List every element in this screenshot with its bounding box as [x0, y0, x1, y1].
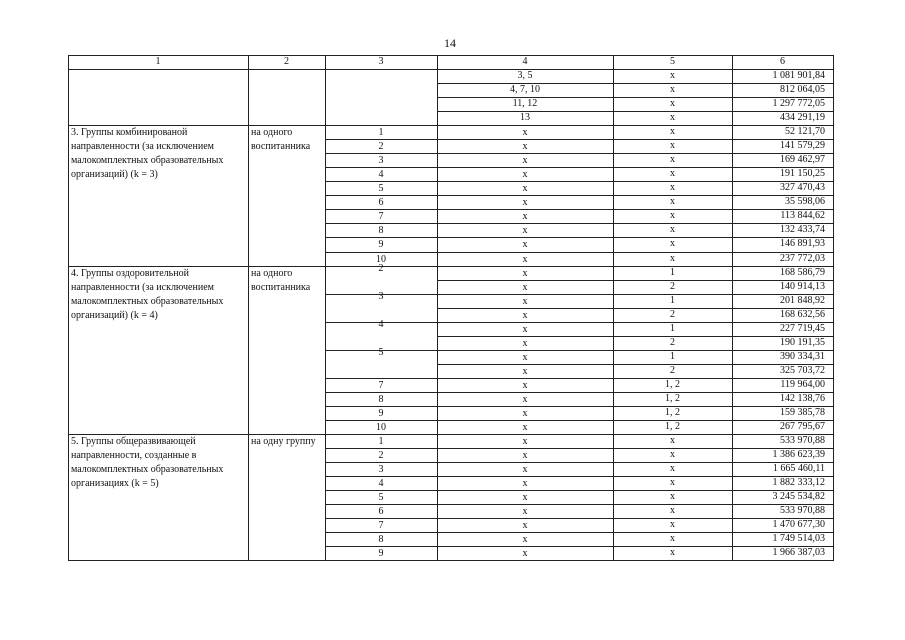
table-cell-col6: 1 882 333,12	[772, 477, 825, 489]
group-name: 4. Группы оздоровительной направленности (за исключением малокомплектных образовательных организаций) (k = 4)	[71, 267, 224, 321]
table-cell-col6: 142 138,76	[780, 392, 825, 404]
table-cell-col6: 237 772,03	[780, 252, 825, 264]
table-cell-col6: 191 150,25	[780, 168, 825, 180]
table-cell-col3: 5	[378, 183, 384, 195]
table-cell-col4: x	[522, 267, 528, 279]
table-cell-col6: 132 433,74	[780, 224, 825, 236]
table-cell-col4: x	[522, 169, 528, 181]
table-cell-col6: 35 598,06	[785, 196, 825, 208]
table-cell-col5: x	[670, 154, 675, 166]
table-cell-col4: x	[522, 197, 528, 209]
table-cell-col4: 4, 7, 10	[510, 84, 540, 96]
table-rule	[833, 55, 834, 561]
table-cell-col3: 6	[378, 197, 384, 209]
table-cell-col4: x	[522, 309, 528, 321]
table-cell-col4: x	[522, 548, 528, 560]
table-cell-col6: 52 121,70	[785, 126, 825, 138]
table-cell-col4: x	[522, 239, 528, 251]
table-cell-col6: 434 291,19	[780, 112, 825, 124]
table-cell-col3: 7	[378, 211, 384, 223]
table-cell-col6: 327 470,43	[780, 182, 825, 194]
table-cell-col6: 325 703,72	[780, 364, 825, 376]
group-name: 5. Группы общеразвивающей направленности, созданные в малокомплектных образовательных организациях (k = 5)	[71, 436, 224, 490]
table-cell-col5: 1	[670, 294, 675, 306]
table-cell-col4: x	[522, 183, 528, 195]
table-cell-col3: 8	[378, 225, 384, 237]
table-rule	[68, 55, 69, 561]
table-cell-col3: 2	[378, 262, 384, 274]
table-cell-col3: 4	[378, 169, 384, 181]
table-cell-col5: 2	[670, 280, 675, 292]
table-cell-col5: 2	[670, 308, 675, 320]
table-cell-col6: 140 914,13	[780, 280, 825, 292]
table-cell-col4: 3, 5	[517, 70, 533, 81]
table-cell-col4: 13	[520, 112, 530, 124]
group-unit: на одного воспитанника	[251, 267, 311, 293]
table-cell-col6: 227 719,45	[780, 322, 825, 334]
table-cell-col4: x	[522, 141, 528, 153]
column-header-3: 3	[378, 56, 384, 67]
table-cell-col3: 2	[378, 450, 384, 462]
table-cell-col3: 6	[378, 506, 384, 518]
table-cell-col4: x	[522, 464, 528, 476]
table-cell-col5: 2	[670, 364, 675, 376]
table-cell-col5: x	[670, 449, 675, 461]
table-cell-col4: x	[522, 155, 528, 167]
table-cell-col5: x	[670, 547, 675, 559]
table-cell-col6: 159 385,78	[780, 406, 825, 418]
column-header-4: 4	[522, 56, 528, 67]
table-cell-col5: x	[670, 463, 675, 475]
table-cell-col5: x	[670, 182, 675, 194]
column-header-5: 5	[670, 56, 675, 67]
table-cell-col6: 201 848,92	[780, 294, 825, 306]
table-cell-col6: 267 795,67	[780, 421, 825, 432]
page-number: 14	[444, 36, 456, 50]
table-rule	[68, 560, 833, 561]
table-cell-col4: x	[522, 492, 528, 504]
table-cell-col3: 4	[378, 478, 384, 490]
table-cell-col6: 190 191,35	[780, 336, 825, 348]
table-cell-col6: 113 844,62	[780, 210, 825, 222]
table-cell-col3: 8	[378, 534, 384, 546]
table-cell-col4: 11, 12	[512, 98, 538, 110]
table-cell-col5: 2	[670, 336, 675, 348]
table-cell-col4: x	[522, 450, 528, 462]
table-cell-col5: x	[670, 84, 675, 96]
table-cell-col6: 1 470 677,30	[772, 519, 825, 531]
table-cell-col6: 1 386 623,39	[772, 449, 825, 461]
table-cell-col4: x	[522, 337, 528, 349]
table-cell-col3: 5	[378, 492, 384, 504]
group-unit: на одну группу	[251, 436, 316, 448]
table-cell-col6: 533 970,88	[780, 505, 825, 517]
table-cell-col5: x	[670, 505, 675, 517]
table-cell-col5: 1, 2	[665, 378, 680, 390]
table-cell-col5: x	[670, 238, 675, 250]
table-cell-col4: x	[522, 478, 528, 490]
table-cell-col5: x	[670, 70, 675, 81]
table-cell-col6: 3 245 534,82	[772, 491, 825, 503]
table-cell-col3: 10	[376, 253, 386, 265]
table-cell-col4: x	[522, 506, 528, 518]
table-cell-col6: 390 334,31	[780, 350, 825, 362]
table-cell-col4: x	[522, 520, 528, 532]
table-cell-col6: 168 632,56	[780, 308, 825, 320]
table-cell-col6: 1 081 901,84	[772, 70, 825, 81]
table-cell-col3: 9	[378, 407, 384, 419]
table-cell-col5: 1, 2	[665, 392, 680, 404]
table-cell-col5: 1	[670, 350, 675, 362]
table-cell-col4: x	[522, 323, 528, 335]
table-cell-col4: x	[522, 253, 528, 265]
table-cell-col3: 7	[378, 520, 384, 532]
table-cell-col6: 1 297 772,05	[772, 98, 825, 110]
group-unit: на одного воспитанника	[251, 127, 311, 153]
table-cell-col5: 1	[670, 322, 675, 334]
table-cell-col6: 119 964,00	[780, 378, 825, 390]
table-cell-col4: x	[522, 127, 528, 139]
table-cell-col4: x	[522, 407, 528, 419]
table-cell-col5: x	[670, 168, 675, 180]
table-cell-col3: 4	[378, 318, 384, 330]
table-rule	[248, 55, 249, 561]
table-cell-col6: 141 579,29	[780, 140, 825, 152]
table-cell-col5: x	[670, 126, 675, 138]
table-cell-col5: x	[670, 435, 675, 447]
table-cell-col5: 1, 2	[665, 421, 680, 432]
table-cell-col5: x	[670, 477, 675, 489]
table-cell-col4: x	[522, 351, 528, 363]
table-cell-col6: 146 891,93	[780, 238, 825, 250]
table-cell-col6: 169 462,97	[780, 154, 825, 166]
table-cell-col6: 1 665 460,11	[772, 463, 825, 475]
table-cell-col4: x	[522, 379, 528, 391]
table-cell-col5: x	[670, 252, 675, 264]
table-cell-col3: 3	[378, 290, 384, 302]
table-cell-col5: x	[670, 224, 675, 236]
table-cell-col6: 1 749 514,03	[772, 533, 825, 545]
table-cell-col5: 1	[670, 266, 675, 278]
table-cell-col5: 1, 2	[665, 406, 680, 418]
table-cell-col3: 7	[378, 379, 384, 391]
table-cell-col4: x	[522, 422, 528, 433]
table-cell-col5: x	[670, 140, 675, 152]
table-cell-col3: 3	[378, 464, 384, 476]
table-cell-col6: 533 970,88	[780, 435, 825, 447]
table-cell-col4: x	[522, 281, 528, 293]
table-cell-col4: x	[522, 211, 528, 223]
table-cell-col3: 2	[378, 141, 384, 153]
table-cell-col4: x	[522, 436, 528, 448]
table-cell-col4: x	[522, 225, 528, 237]
table-cell-col6: 812 064,05	[780, 84, 825, 96]
group-name: 3. Группы комбинированой направленности (за исключением малокомплектных образовательных организаций) (k = 3)	[71, 127, 224, 181]
table-cell-col4: x	[522, 393, 528, 405]
table-cell-col3: 1	[378, 436, 384, 448]
table-cell-col3: 1	[378, 127, 384, 139]
table-cell-col3: 9	[378, 239, 384, 251]
table-cell-col4: x	[522, 534, 528, 546]
table-cell-col5: x	[670, 519, 675, 531]
table-cell-col6: 1 966 387,03	[772, 547, 825, 559]
table-cell-col3: 10	[376, 422, 386, 433]
column-header-6: 6	[780, 56, 785, 67]
table-cell-col3: 9	[378, 548, 384, 560]
table-cell-col5: x	[670, 491, 675, 503]
table-cell-col5: x	[670, 533, 675, 545]
column-header-1: 1	[155, 56, 161, 67]
table-cell-col5: x	[670, 112, 675, 124]
table-cell-col4: x	[522, 295, 528, 307]
table-cell-col4: x	[522, 365, 528, 377]
table-cell-col5: x	[670, 210, 675, 222]
table-cell-col5: x	[670, 98, 675, 110]
table-cell-col3: 3	[378, 155, 384, 167]
table-cell-col3: 5	[378, 346, 384, 358]
table-cell-col3: 8	[378, 393, 384, 405]
table-cell-col5: x	[670, 196, 675, 208]
column-header-2: 2	[284, 56, 289, 67]
table-cell-col6: 168 586,79	[780, 266, 825, 278]
